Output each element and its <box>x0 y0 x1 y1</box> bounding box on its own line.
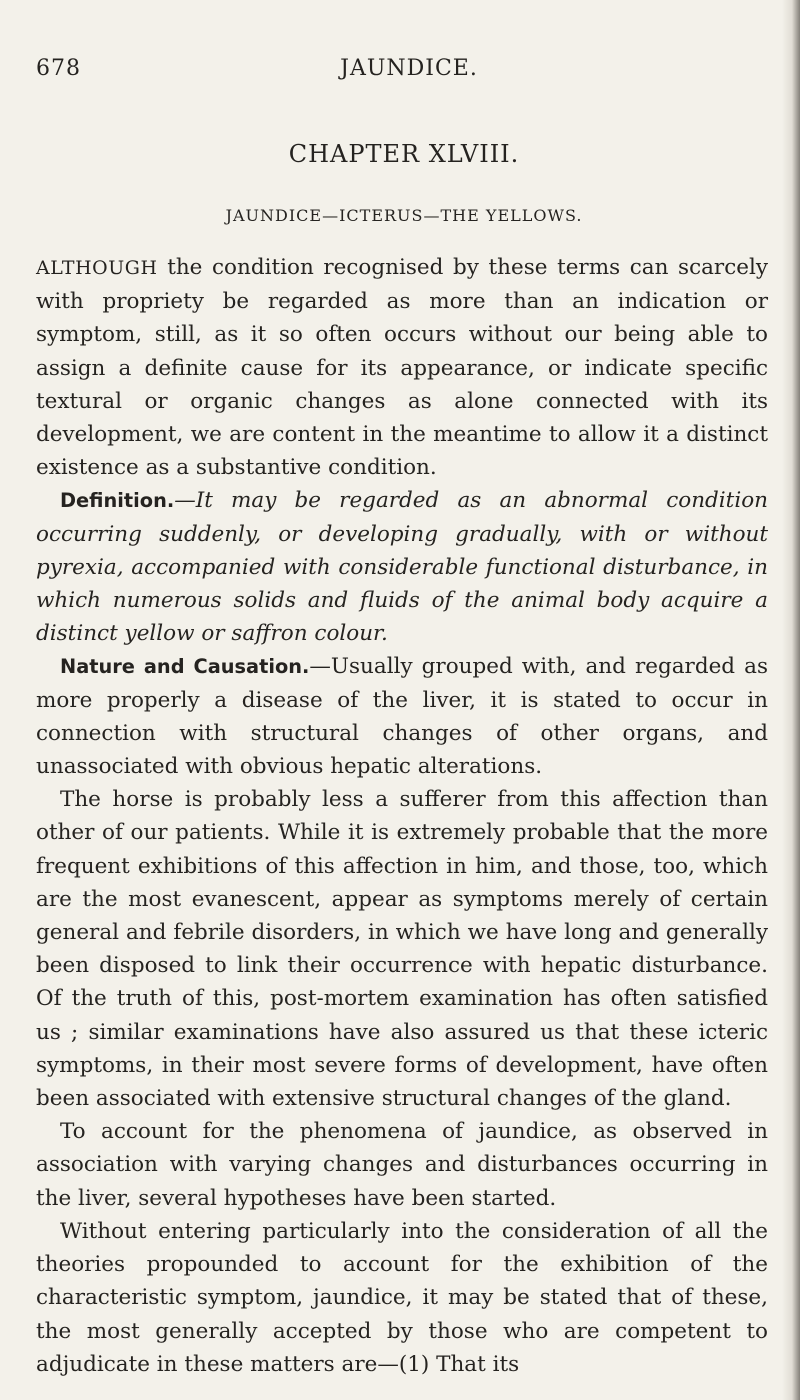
nature-paragraph <box>36 650 768 783</box>
chapter-subtitle: JAUNDICE—ICTERUS—THE YELLOWS. <box>225 206 583 225</box>
intro-paragraph <box>36 251 768 484</box>
account-paragraph: To account for the phenomena of jaundice, as observed in association with varying changes and disturbances occurring in the liver, several hypotheses have been started. <box>36 1119 768 1211</box>
nature-heading: Nature and Causation. <box>60 655 310 679</box>
running-title: JAUNDICE. <box>340 56 478 81</box>
intro-lead-word: ALTHOUGH <box>36 257 158 279</box>
horse-paragraph: The horse is probably less a sufferer from this affection than other of our patients. While it is extremely probable that the more frequent exhibitions of this affection in him, and those, too, which are the most evanescent, appear as symptoms merely of certain general and febrile disorders, in which we have long and generally been disposed to link their occurrence with hepatic disturbance. Of the truth of this, post-mortem examination has often satisfied us ; similar examinations have also assured us that these icteric symptoms, in their most severe forms of development, have often been associated with extensive structural changes of the gland. <box>36 787 768 1112</box>
page-number: 678 <box>36 56 81 81</box>
body-text <box>36 251 768 1381</box>
running-head <box>36 52 764 86</box>
page-edge-shadow <box>782 0 800 1400</box>
theories-paragraph: Without entering particularly into the consideration of all the theories propounded to account for the exhibition of the characteristic symptom, jaundice, it may be stated that of these, the most generally accepted by those who are competent to adjudicate in these matters are—(1) That its <box>36 1218 768 1377</box>
intro-text: the condition recognised by these terms can scarcely with propriety be regarded as more than an indication or symptom, still, as it so often occurs without our being able to assign a definite cause for its appearance, or indicate specific textural or organic changes as alone connected with its development, we are content in the meantime to allow it a distinct existence as a substantive condition. <box>36 255 768 481</box>
nature-text: —Usually grouped with, and regarded as more properly a disease of the liver, it is stated to occur in connection with structural changes of other organs, and unassociated with obvious hepatic alterations. <box>36 654 768 780</box>
definition-heading: Definition. <box>60 489 175 513</box>
definition-paragraph <box>36 484 768 650</box>
definition-text: —It may be regarded as an abnormal condition occurring suddenly, or developing gradually, with or without pyrexia, accompanied with considerable functional disturbance, in which numerous solids and fluids of the animal body acquire a distinct yellow or saffron colour. <box>36 488 768 647</box>
chapter-title: CHAPTER XLVIII. <box>288 140 520 168</box>
